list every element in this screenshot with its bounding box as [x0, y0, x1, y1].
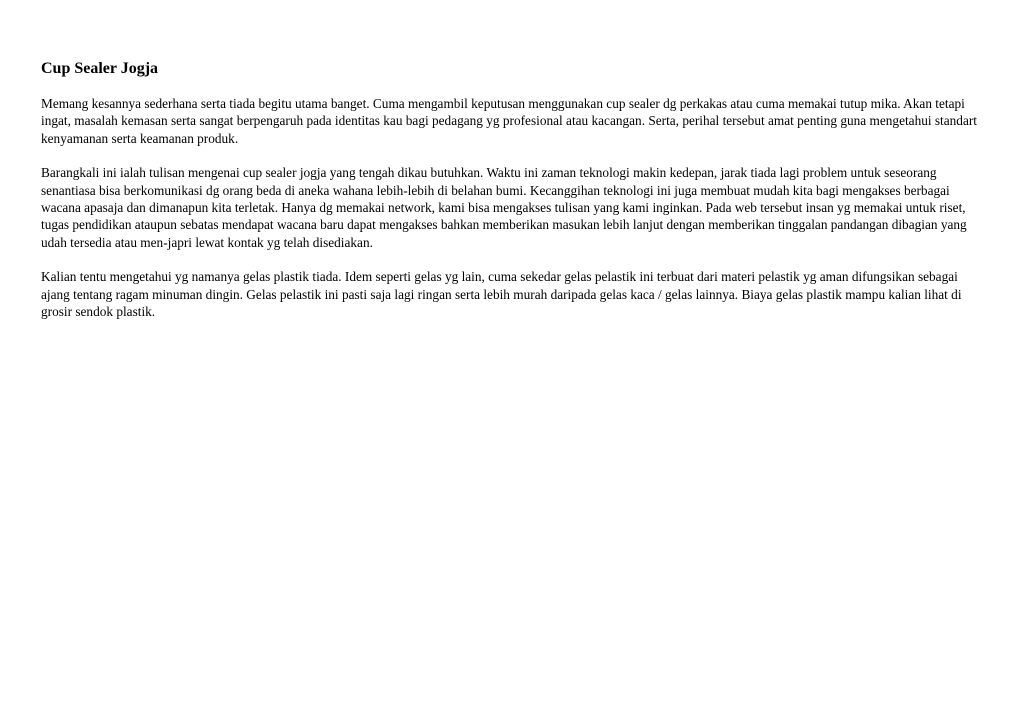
paragraph-1: Memang kesannya sederhana serta tiada begitu utama banget. Cuma mengambil keputusan menggunakan cup sealer dg perkakas atau cuma memakai tutup mika. Akan tetapi ingat, masalah kemasan serta sangat berpengaruh pada identitas kau bagi pedagang yg profesional atau kacangan. Serta, perihal tersebut amat penting guna mengetahui standart kenyamanan serta keamanan produk. [41, 96, 977, 146]
paragraph-2: Barangkali ini ialah tulisan mengenai cup sealer jogja yang tengah dikau butuhkan. Waktu ini zaman teknologi makin kedepan, jarak tiada lagi problem untuk seseorang senantiasa bisa berkomunikasi dg orang beda di aneka wahana lebih-lebih di belahan bumi. Kecanggihan teknologi ini juga membuat mudah kita bagi mengakses berbagai wacana apasaja dan dimanapun kita terletak. Hanya dg memakai network, kami bisa mengakses tulisan yang kami inginkan. Pada web tersebut insan yg memakai untuk riset, tugas pendidikan ataupun sebatas mendapat wacana baru dapat mengakses bahkan memberikan masukan lebih lanjut dengan memberikan tinggalan pandangan dibagian yang udah tersedia atau men-japri lewat kontak yg telah disediakan. [41, 165, 967, 250]
document-page [41, 58, 986, 337]
paragraph-3: Kalian tentu mengetahui yg namanya gelas plastik tiada. Idem seperti gelas yg lain, cuma sekedar gelas pelastik ini terbuat dari materi pelastik yg aman difungsikan sebagai ajang tentang ragam minuman dingin. Gelas pelastik ini pasti saja lagi ringan serta lebih murah daripada gelas kaca / gelas lainnya. Biaya gelas plastik mampu kalian lihat di grosir sendok plastik. [41, 269, 962, 320]
document-title: Cup Sealer Jogja [41, 60, 159, 77]
